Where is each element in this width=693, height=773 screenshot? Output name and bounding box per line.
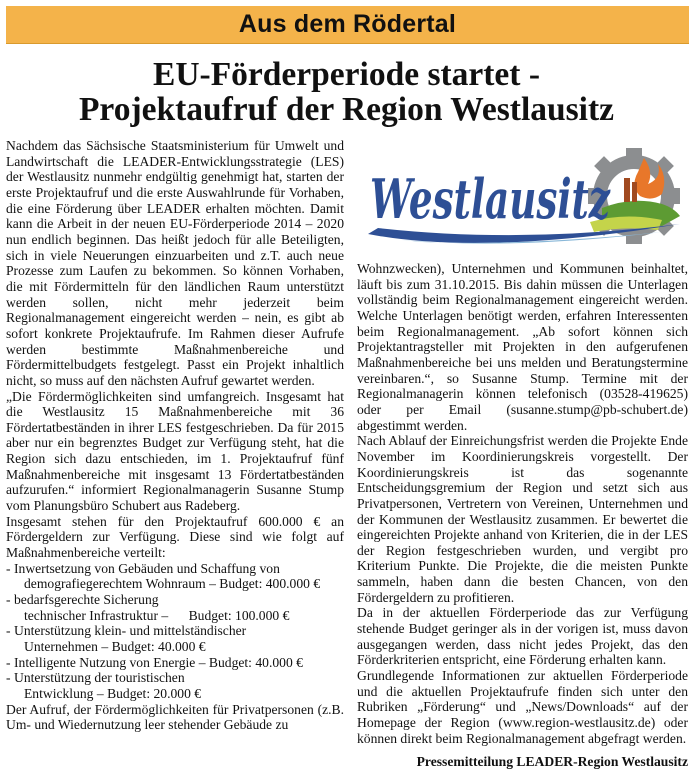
paragraph-quote: „Die Fördermöglichkeiten sind umfangreich. Insgesamt hat die Westlausitz 15 Maßnahmenbereiche mit 36 Fördertatbeständen in ihrer LES festgeschrieben. Da für 2015 aber nur ein begrenztes Budget zur Verfügung steht, hat die Region sich dazu entschieden, im 1. Projektaufruf fünf Maßnahmenbereiche mit insgesamt 13 Fördertatbeständen aufzurufen.“ informiert Regionalmanagerin Susanne Stump vom Planungsbüro Schubert aus Radeberg. bbox=[6, 388, 344, 514]
article-headline bbox=[0, 57, 693, 127]
budget-list bbox=[6, 561, 344, 702]
logo-wordmark: Westlausitz bbox=[370, 167, 611, 231]
list-item-line: Intelligente Nutzung von Energie – Budget: 40.000 € bbox=[14, 654, 303, 670]
headline-line-2: Projektaufruf der Region Westlausitz bbox=[78, 91, 615, 128]
list-item: - Unterstützung der touristischen Entwicklung – Budget: 20.000 € bbox=[6, 670, 344, 701]
list-item: - Intelligente Nutzung von Energie – Budget: 40.000 € bbox=[6, 655, 344, 671]
paragraph-budget: Insgesamt stehen für den Projektaufruf 600.000 € an Fördergeldern zur Verfügung. Diese sind wie folgt auf Maßnahmenbereiche verteilt: bbox=[6, 513, 344, 561]
paragraph-selection: Nach Ablauf der Einreichungsfrist werden die Projekte Ende November im Koordinierungskreis vorgestellt. Der Koordinierungskreis ist das sogenannte Entscheidungsgremium der Region und setzt sich aus Privatpersonen, Vertretern von Vereinen, Unternehmen und der Kommunen der Westlausitz zusammen. Er bewertet die eingereichten Projekte anhand von Kriterien, die in der LES der Region festgeschrieben wurden, und vergibt pro Kriterium Punkte. Die Projekte, die die meisten Punkte sammeln, haben dann die besten Chancen, von den Fördergeldern zu profitieren. bbox=[357, 433, 688, 605]
paragraph-info: Grundlegende Informationen zur aktuellen Förderperiode und die aktuellen Projektaufrufe finden sich unter den Rubriken „Förderung“ und „News/Downloads“ auf der Homepage der Region (www.region-westlausitz.de) oder können direkt beim Regionalmanagement abgefragt werden. bbox=[357, 668, 688, 746]
list-item-line: bedarfsgerechte Sicherung bbox=[14, 592, 159, 608]
list-item-line: Unterstützung der touristischen bbox=[14, 670, 185, 686]
article-column-left bbox=[6, 138, 344, 733]
list-item-line: Entwicklung – Budget: 20.000 € bbox=[24, 685, 202, 701]
section-banner-title: Aus dem Rödertal bbox=[238, 10, 457, 38]
list-item-line: demografiegerechtem Wohnraum – Budget: 400.000 € bbox=[24, 576, 321, 592]
list-item: - Unterstützung klein- und mittelständischer Unternehmen – Budget: 40.000 € bbox=[6, 623, 344, 654]
paragraph-budget-note: Da in der aktuellen Förderperiode das zur Verfügung stehende Budget geringer als in der vorigen ist, muss davon ausgegangen werden, dass nicht jedes Projekt, das den Förderkriterien entspricht, eine Förderung erhalten kann. bbox=[357, 605, 688, 668]
headline-line-1: EU-Förderperiode startet - bbox=[153, 56, 540, 93]
article-column-right bbox=[357, 261, 688, 770]
paragraph-intro: Nachdem das Sächsische Staatsministerium für Umwelt und Landwirtschaft die LEADER-Entwicklungsstrategie (LES) der Westlausitz nunmehr endgültig genehmigt hat, starten der erste Projektaufruf und die erste Auswahlrunde für Vorhaben, die eine Förderung über LEADER erhalten möchten. Damit kann die Arbeit in der neuen EU-Förderperiode 2014 – 2020 nun endlich beginnen. Das heißt jedoch für alle Beteiligten, sich in viele Neuerungen einzuarbeiten und z.T. auch neue Prozesse zum Laufen zu bekommen. So können Vorhaben, die mit Fördermitteln für den ländlichen Raum unterstützt werden sollen, nicht mehr jederzeit beim Regionalmanagement eingereicht werden – nein, es gibt ab sofort konkrete Projektaufrufe. Im Rahmen dieser Aufrufe werden bestimmte Maßnahmenbereiche und Fördermittelbudgets festgelegt. Passt ein Projekt inhaltlich nicht, so muss auf den nächsten Aufruf gewartet werden. bbox=[6, 138, 344, 388]
paragraph-call-start: Der Aufruf, der Fördermöglichkeiten für Privatpersonen (z.B. Um- und Wiedernutzung leer stehender Gebäude zu bbox=[6, 701, 344, 733]
list-item-line: Unterstützung klein- und mittelständischer bbox=[14, 623, 247, 639]
westlausitz-logo bbox=[362, 138, 684, 256]
list-item: - Inwertsetzung von Gebäuden und Schaffung von demografiegerechtem Wohnraum – Budget: 400.000 € bbox=[6, 561, 344, 592]
list-item-line: Unternehmen – Budget: 40.000 € bbox=[24, 639, 206, 654]
paragraph-call-continued: Wohnzwecken), Unternehmen und Kommunen beinhaltet, läuft bis zum 31.10.2015. Bis dahin müssen die Unterlagen vollständig beim Regionalmanagement eingereicht werden. Welche Unterlagen benötigt werden, erfahren Interessenten beim Regionalmanagement. „Ab sofort können sich Projektantragsteller mit Projekten in den aufgerufenen Maßnahmenbereiche bei uns melden und Beratungstermine vereinbaren.“, so Susanne Stump. Termine mit der Regionalmanagerin können telefonisch (03528-419625) oder per Email (susanne.stump@pb-schubert.de) abgestimmt werden. bbox=[357, 261, 688, 433]
section-banner bbox=[6, 6, 689, 44]
press-release-signature: Pressemitteilung LEADER-Region Westlausitz bbox=[416, 754, 688, 770]
list-item-line: technischer Infrastruktur – Budget: 100.000 € bbox=[24, 607, 290, 623]
list-item-line: Inwertsetzung von Gebäuden und Schaffung von bbox=[14, 560, 280, 576]
list-item: - bedarfsgerechte Sicherung technischer Infrastruktur – Budget: 100.000 € bbox=[6, 592, 344, 623]
